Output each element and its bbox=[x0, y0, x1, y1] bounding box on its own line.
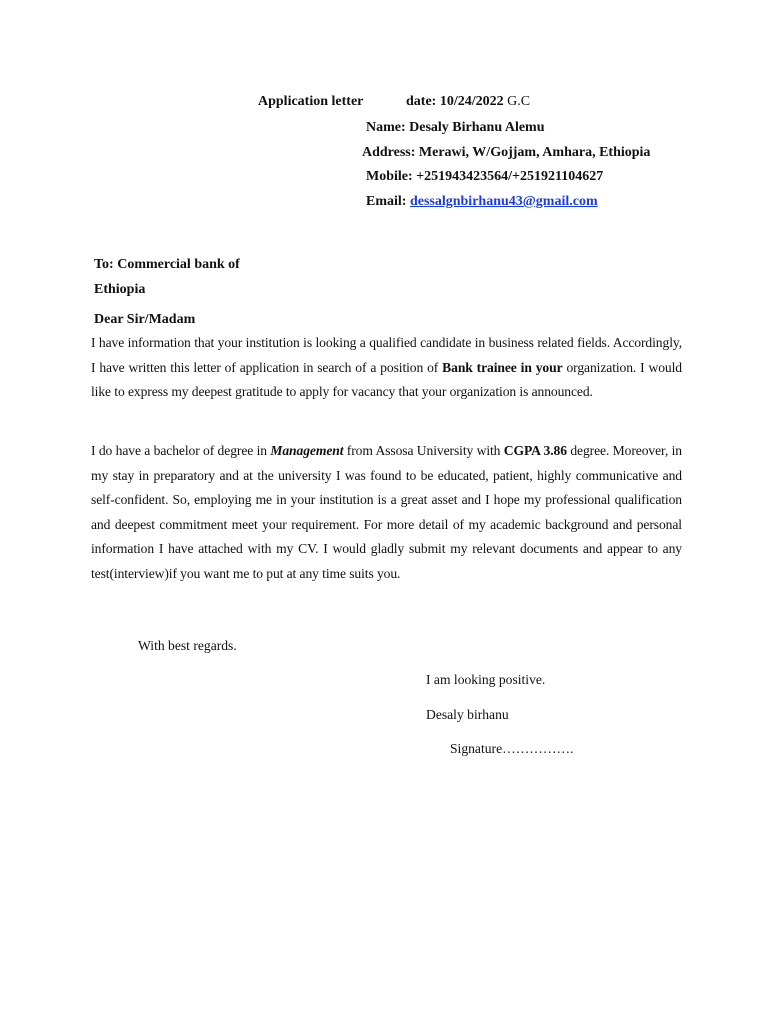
recipient-line-2: Ethiopia bbox=[94, 282, 146, 297]
letter-title: Application letter bbox=[258, 94, 364, 109]
email-link[interactable]: dessalgnbirhanu43@gmail.com bbox=[409, 194, 598, 209]
recipient-line-1: To: Commercial bank of bbox=[94, 257, 240, 272]
closing-regards: With best regards. bbox=[138, 638, 237, 653]
degree-field: Management bbox=[270, 443, 344, 458]
paragraph-2 bbox=[91, 439, 682, 587]
letter-date bbox=[406, 95, 530, 109]
paragraph-1-text-b: organization. I would like to express my deepest gratitude to apply for vacancy that your organization is announced. bbox=[91, 359, 682, 400]
position-title: Bank trainee in your bbox=[442, 359, 563, 375]
paragraph-2-text-c: degree. Moreover, in my stay in preparatory and at the university I was found to be educated, patient, highly communicative and self-confident. So, employing me in your institution is a great asset and I hope my professional qualification and deepest commitment meet your requirement. For more detail of my academic background and personal information I have attached with my CV. I would gladly submit my relevant documents and appear to any test(interview)if you want me to put at any time suits you. bbox=[91, 443, 682, 581]
signature-line: Signature……………. bbox=[450, 741, 574, 756]
signer-name: Desaly birhanu bbox=[426, 707, 509, 722]
email-label: Email: bbox=[366, 194, 407, 209]
date-value: 10/24/2022 bbox=[439, 94, 504, 109]
paragraph-1-text-a: I have information that your institution is looking a qualified candidate in business related fields. Accordingly, I have written this letter of application in search of a position of bbox=[91, 335, 682, 375]
date-era: G.C bbox=[507, 94, 531, 109]
sender-address: Address: Merawi, W/Gojjam, Amhara, Ethiopia bbox=[362, 145, 651, 160]
salutation: Dear Sir/Madam bbox=[94, 312, 196, 327]
sender-mobile: Mobile: +251943423564/+251921104627 bbox=[366, 169, 604, 184]
cgpa: CGPA 3.86 bbox=[503, 443, 567, 458]
paragraph-2-text-a: I do have a bachelor of degree in bbox=[91, 443, 271, 458]
date-label: date: bbox=[406, 94, 437, 109]
sender-name: Name: Desaly Birhanu Alemu bbox=[366, 120, 545, 135]
sender-email bbox=[366, 195, 598, 209]
closing-positive: I am looking positive. bbox=[426, 672, 546, 687]
paragraph-1 bbox=[91, 331, 682, 405]
paragraph-2-text-b: from Assosa University with bbox=[343, 443, 504, 458]
